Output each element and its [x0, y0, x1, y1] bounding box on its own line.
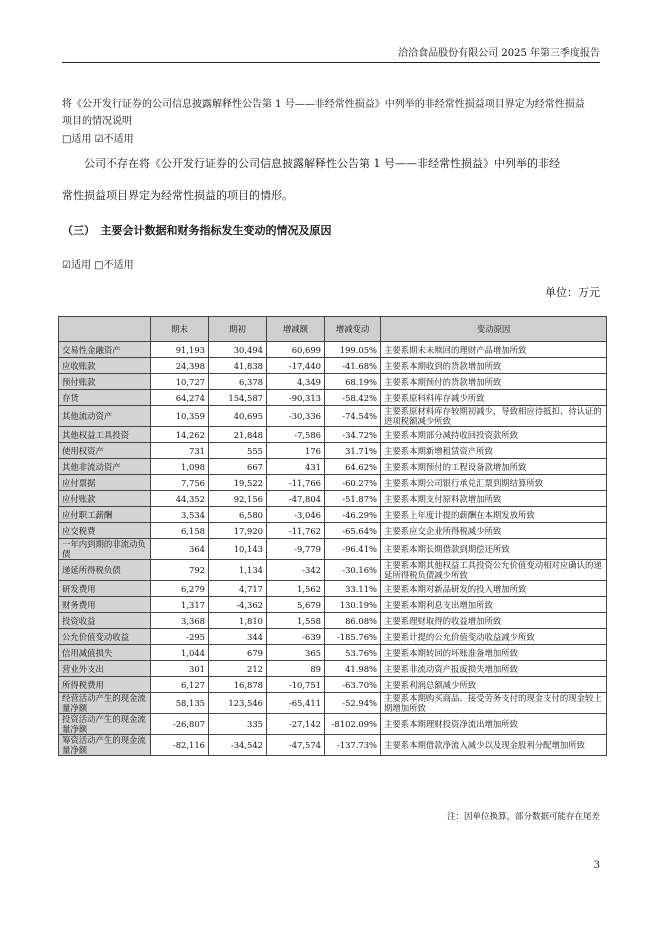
- row-period-end: 1,317: [151, 597, 209, 613]
- row-item-name: 其他流动资产: [59, 406, 151, 427]
- row-change-pct: -63.70%: [325, 677, 381, 693]
- header-change-pct: 增减变动: [325, 317, 381, 342]
- row-period-begin: 4,717: [209, 581, 267, 597]
- row-reason: 主要系计提的公允价值变动收益减少所致: [381, 629, 607, 645]
- row-period-end: 44,352: [151, 491, 209, 507]
- row-item-name: 公允价值变动收益: [59, 629, 151, 645]
- row-reason: 主要系本期转回的坏账准备增加所致: [381, 645, 607, 661]
- header-change-amount: 增减额: [267, 317, 325, 342]
- row-change-amount: -17,440: [267, 358, 325, 374]
- row-change-amount: -342: [267, 560, 325, 581]
- table-row: [59, 693, 607, 714]
- table-row: [59, 597, 607, 613]
- row-period-begin: 667: [209, 459, 267, 475]
- row-item-name: 预付账款: [59, 374, 151, 390]
- table-row: [59, 613, 607, 629]
- row-item-name: 存货: [59, 390, 151, 406]
- row-period-begin: 1,134: [209, 560, 267, 581]
- row-change-pct: -30.16%: [325, 560, 381, 581]
- row-period-begin: 10,143: [209, 539, 267, 560]
- row-change-amount: -90,313: [267, 390, 325, 406]
- table-row: [59, 581, 607, 597]
- row-period-end: 6,158: [151, 523, 209, 539]
- header-period-end: 期末: [151, 317, 209, 342]
- row-item-name: 使用权资产: [59, 443, 151, 459]
- row-change-pct: -65.64%: [325, 523, 381, 539]
- row-period-end: 364: [151, 539, 209, 560]
- row-change-amount: 1,562: [267, 581, 325, 597]
- row-reason: 主要系本期预付的货款增加所致: [381, 374, 607, 390]
- row-item-name: 应付职工薪酬: [59, 507, 151, 523]
- row-change-pct: 68.19%: [325, 374, 381, 390]
- row-item-name: 应付账款: [59, 491, 151, 507]
- row-reason: 主要系本期其他权益工具投资公允价值变动相对应确认的递延所得税负债减少所致: [381, 560, 607, 581]
- row-period-begin: 21,848: [209, 427, 267, 443]
- table-header-row: [59, 317, 607, 342]
- row-period-end: 58,135: [151, 693, 209, 714]
- row-reason: 主要系原材料库存较期初减少，导致相应待抵扣、待认证的进项税额减少所致: [381, 406, 607, 427]
- row-change-pct: -58.42%: [325, 390, 381, 406]
- row-period-begin: 123,546: [209, 693, 267, 714]
- table-row: [59, 342, 607, 358]
- row-change-pct: 130.19%: [325, 597, 381, 613]
- table-row: [59, 645, 607, 661]
- row-period-end: 1,098: [151, 459, 209, 475]
- row-period-begin: 6,378: [209, 374, 267, 390]
- row-change-amount: -27,142: [267, 714, 325, 735]
- nonrecurring-applicability: □适用 ☑不适用: [62, 134, 134, 145]
- row-item-name: 应交税费: [59, 523, 151, 539]
- financial-change-table: [58, 316, 607, 756]
- row-period-begin: 40,695: [209, 406, 267, 427]
- row-reason: 主要系本期收到的货款增加所致: [381, 358, 607, 374]
- row-item-name: 财务费用: [59, 597, 151, 613]
- row-period-end: 6,127: [151, 677, 209, 693]
- row-period-end: 1,044: [151, 645, 209, 661]
- header-divider: [62, 62, 600, 63]
- row-change-pct: 86.08%: [325, 613, 381, 629]
- row-reason: 主要系本期公司银行承兑汇票到期结算所致: [381, 475, 607, 491]
- row-item-name: 投资活动产生的现金流量净额: [59, 714, 151, 735]
- row-change-pct: -60.27%: [325, 475, 381, 491]
- row-reason: 主要系本期理财投资净流出增加所致: [381, 714, 607, 735]
- row-reason: 主要系理财取得的收益增加所致: [381, 613, 607, 629]
- row-change-amount: -11,762: [267, 523, 325, 539]
- section-title: （三） 主要会计数据和财务指标发生变动的情况及原因: [62, 224, 332, 237]
- row-period-begin: 30,494: [209, 342, 267, 358]
- row-period-end: 731: [151, 443, 209, 459]
- row-change-amount: -10,751: [267, 677, 325, 693]
- table-row: [59, 427, 607, 443]
- row-change-pct: 33.11%: [325, 581, 381, 597]
- row-change-amount: 60,699: [267, 342, 325, 358]
- row-period-end: 3,534: [151, 507, 209, 523]
- footnote: 注：因单位换算，部分数据可能存在尾差: [446, 812, 600, 822]
- table-row: [59, 491, 607, 507]
- row-reason: 主要系期末未赎回的理财产品增加所致: [381, 342, 607, 358]
- row-reason: 主要系本期对新品研发的投入增加所致: [381, 581, 607, 597]
- row-period-end: 6,279: [151, 581, 209, 597]
- row-period-begin: -4,362: [209, 597, 267, 613]
- row-reason: 主要系利润总额减少所致: [381, 677, 607, 693]
- row-change-amount: 5,679: [267, 597, 325, 613]
- row-change-amount: -7,586: [267, 427, 325, 443]
- row-period-begin: 92,156: [209, 491, 267, 507]
- row-change-pct: 53.76%: [325, 645, 381, 661]
- row-reason: 主要系本期购买商品、接受劳务支付的现金支付的现金较上期增加所致: [381, 693, 607, 714]
- header-item: [59, 317, 151, 342]
- row-reason: 主要系非流动资产报废损失增加所致: [381, 661, 607, 677]
- row-period-begin: 212: [209, 661, 267, 677]
- row-change-amount: 365: [267, 645, 325, 661]
- row-item-name: 营业外支出: [59, 661, 151, 677]
- row-item-name: 交易性金融资产: [59, 342, 151, 358]
- table-row: [59, 358, 607, 374]
- row-period-begin: 154,587: [209, 390, 267, 406]
- row-period-begin: 555: [209, 443, 267, 459]
- row-period-end: 24,398: [151, 358, 209, 374]
- row-change-pct: -137.73%: [325, 735, 381, 756]
- table-row: [59, 406, 607, 427]
- row-change-pct: -185.76%: [325, 629, 381, 645]
- row-period-end: 792: [151, 560, 209, 581]
- header-period-begin: 期初: [209, 317, 267, 342]
- row-period-end: 7,756: [151, 475, 209, 491]
- row-item-name: 投资收益: [59, 613, 151, 629]
- section-applicability: ☑适用 □不适用: [62, 260, 134, 271]
- nonrecurring-title-line1: 将《公开发行证券的公司信息披露解释性公告第 1 号——非经常性损益》中列举的非经常性损益项目界定为经常性损益: [62, 99, 585, 110]
- row-reason: 主要系上年度计提的薪酬在本期发放所致: [381, 507, 607, 523]
- nonrecurring-title-line2: 项目的情况说明: [62, 116, 132, 127]
- table-row: [59, 523, 607, 539]
- row-period-end: 14,262: [151, 427, 209, 443]
- row-item-name: 所得税费用: [59, 677, 151, 693]
- row-item-name: 一年内到期的非流动负债: [59, 539, 151, 560]
- row-item-name: 经营活动产生的现金流量净额: [59, 693, 151, 714]
- row-item-name: 研发费用: [59, 581, 151, 597]
- row-change-amount: -65,411: [267, 693, 325, 714]
- row-item-name: 其他非流动资产: [59, 459, 151, 475]
- row-period-begin: 41,838: [209, 358, 267, 374]
- row-reason: 主要系本期长期借款到期偿还所致: [381, 539, 607, 560]
- row-period-end: -26,807: [151, 714, 209, 735]
- table-row: [59, 560, 607, 581]
- table-row: [59, 507, 607, 523]
- row-change-pct: -51.87%: [325, 491, 381, 507]
- row-period-begin: 344: [209, 629, 267, 645]
- row-period-end: 3,368: [151, 613, 209, 629]
- page-header: 洽洽食品股份有限公司 2025 年第三季度报告: [398, 48, 600, 59]
- row-change-amount: 4,349: [267, 374, 325, 390]
- unit-label: 单位：万元: [545, 286, 600, 299]
- table-row: [59, 735, 607, 756]
- row-change-pct: 31.71%: [325, 443, 381, 459]
- row-period-begin: 1,810: [209, 613, 267, 629]
- row-reason: 主要系本期支付原料款增加所致: [381, 491, 607, 507]
- row-period-end: 10,359: [151, 406, 209, 427]
- row-item-name: 信用减值损失: [59, 645, 151, 661]
- row-change-pct: -46.29%: [325, 507, 381, 523]
- row-change-pct: 41.98%: [325, 661, 381, 677]
- row-reason: 主要系本期新增租赁资产所致: [381, 443, 607, 459]
- row-change-amount: -9,779: [267, 539, 325, 560]
- row-period-end: -295: [151, 629, 209, 645]
- table-row: [59, 661, 607, 677]
- table-row: [59, 459, 607, 475]
- row-change-amount: 176: [267, 443, 325, 459]
- row-reason: 主要系本期利息支出增加所致: [381, 597, 607, 613]
- row-item-name: 其他权益工具投资: [59, 427, 151, 443]
- row-change-pct: 64.62%: [325, 459, 381, 475]
- row-item-name: 筹资活动产生的现金流量净额: [59, 735, 151, 756]
- row-period-begin: 17,920: [209, 523, 267, 539]
- table-row: [59, 390, 607, 406]
- row-change-amount: -3,046: [267, 507, 325, 523]
- table-row: [59, 629, 607, 645]
- row-change-pct: -96.41%: [325, 539, 381, 560]
- row-period-end: 91,193: [151, 342, 209, 358]
- row-change-pct: -41.68%: [325, 358, 381, 374]
- row-reason: 主要系本期部分减持收回投资款所致: [381, 427, 607, 443]
- row-change-pct: -52.94%: [325, 693, 381, 714]
- row-change-pct: -34.72%: [325, 427, 381, 443]
- row-period-begin: 16,878: [209, 677, 267, 693]
- header-reason: 变动原因: [381, 317, 607, 342]
- row-period-end: 64,274: [151, 390, 209, 406]
- table-row: [59, 475, 607, 491]
- row-period-begin: 335: [209, 714, 267, 735]
- table-row: [59, 677, 607, 693]
- row-reason: 主要系本期借款净流入减少以及现金股利分配增加所致: [381, 735, 607, 756]
- nonrecurring-statement-line2: 常性损益项目界定为经常性损益的项目的情形。: [62, 189, 293, 202]
- row-change-pct: -8102.09%: [325, 714, 381, 735]
- row-change-amount: 89: [267, 661, 325, 677]
- row-period-begin: 679: [209, 645, 267, 661]
- row-period-end: 301: [151, 661, 209, 677]
- table-row: [59, 539, 607, 560]
- row-change-amount: -47,804: [267, 491, 325, 507]
- row-change-pct: 199.05%: [325, 342, 381, 358]
- row-change-pct: -74.54%: [325, 406, 381, 427]
- row-change-amount: 1,558: [267, 613, 325, 629]
- page-number: 3: [593, 860, 600, 871]
- row-change-amount: -11,766: [267, 475, 325, 491]
- row-period-end: -82,116: [151, 735, 209, 756]
- table-row: [59, 443, 607, 459]
- row-reason: 主要系原料料库存减少所致: [381, 390, 607, 406]
- row-period-begin: -34,542: [209, 735, 267, 756]
- row-change-amount: -639: [267, 629, 325, 645]
- row-item-name: 递延所得税负债: [59, 560, 151, 581]
- row-change-amount: -30,336: [267, 406, 325, 427]
- row-period-begin: 6,580: [209, 507, 267, 523]
- row-change-amount: -47,574: [267, 735, 325, 756]
- row-period-end: 10,727: [151, 374, 209, 390]
- row-change-amount: 431: [267, 459, 325, 475]
- table-row: [59, 374, 607, 390]
- nonrecurring-statement-line1: 公司不存在将《公开发行证券的公司信息披露解释性公告第 1 号——非经常性损益》中列举的非经: [84, 157, 560, 170]
- row-period-begin: 19,522: [209, 475, 267, 491]
- row-reason: 主要系应交企业所得税减少所致: [381, 523, 607, 539]
- row-reason: 主要系本期预付的工程设备款增加所致: [381, 459, 607, 475]
- row-item-name: 应付票据: [59, 475, 151, 491]
- row-item-name: 应收账款: [59, 358, 151, 374]
- table-row: [59, 714, 607, 735]
